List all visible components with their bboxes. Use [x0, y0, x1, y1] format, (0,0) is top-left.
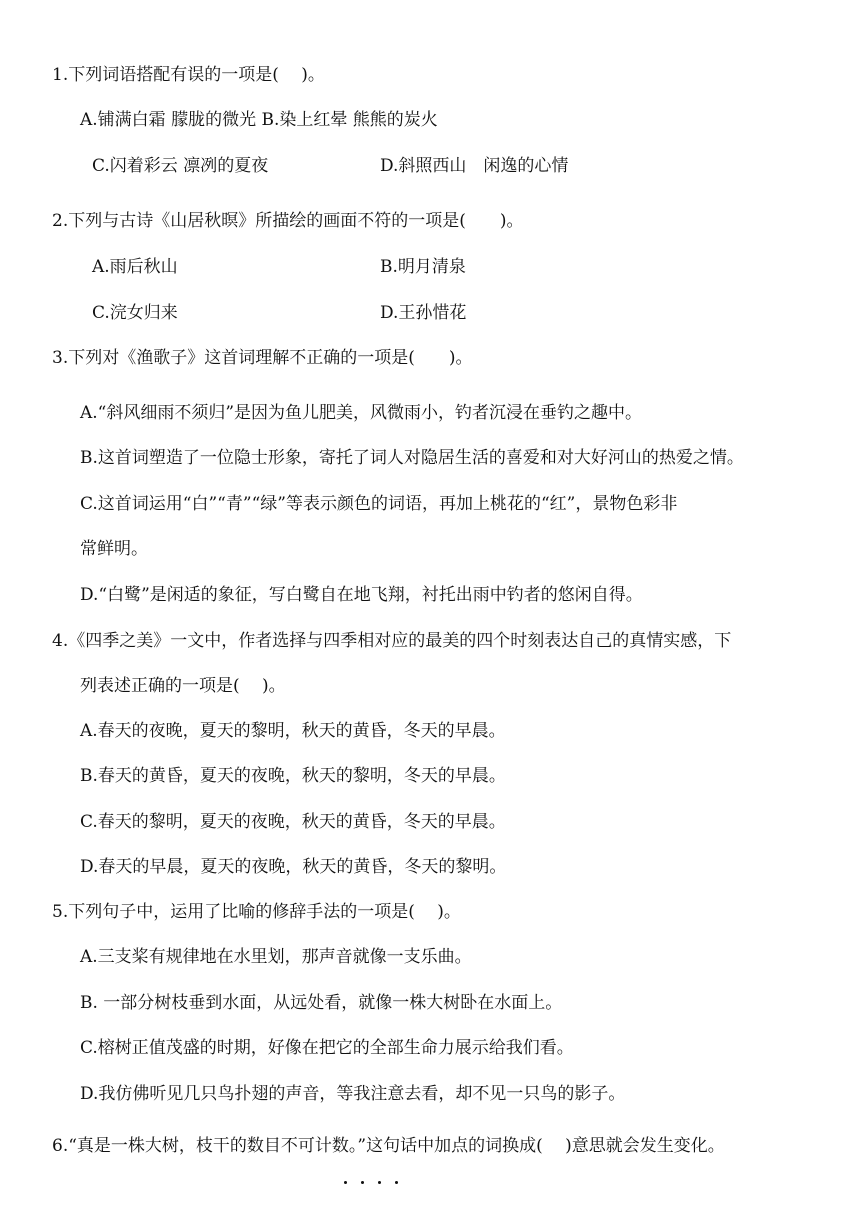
question-5-option-d: D.我仿佛听见几只鸟扑翅的声音，等我注意去看，却不见一只鸟的影子。: [80, 1084, 626, 1104]
question-3-option-b: B.这首词塑造了一位隐士形象，寄托了词人对隐居生活的喜爱和对大好河山的热爱之情。: [80, 448, 744, 468]
question-5-stem: 5.下列句子中，运用了比喻的修辞手法的一项是( )。: [52, 902, 461, 922]
emphasis-dot: [344, 1181, 347, 1184]
question-5-option-b: B. 一部分树枝垂到水面，从远处看，就像一株大树卧在水面上。: [80, 993, 563, 1013]
question-3-option-a: A.“斜风细雨不须归”是因为鱼儿肥美，风微雨小，钓者沉浸在垂钓之趣中。: [80, 403, 643, 423]
emphasis-dot: [395, 1181, 398, 1184]
emphasis-dot: [361, 1181, 364, 1184]
question-6-stem: [52, 1135, 725, 1157]
question-3-option-c-continued: 常鲜明。: [80, 539, 148, 559]
question-4-stem: 4.《四季之美》一文中，作者选择与四季相对应的最美的四个时刻表达自己的真情实感，下: [52, 631, 732, 651]
question-5-option-a: A.三支桨有规律地在水里划，那声音就像一支乐曲。: [80, 947, 472, 967]
question-2-option-b: B.明月清泉: [380, 257, 466, 277]
question-4-stem-continued: 列表述正确的一项是( )。: [80, 676, 286, 696]
question-4-option-b: B.春天的黄昏，夏天的夜晚，秋天的黎明，冬天的早晨。: [80, 766, 506, 786]
question-4-option-a: A.春天的夜晚，夏天的黎明，秋天的黄昏，冬天的早晨。: [80, 721, 506, 741]
question-1-option-ab: A.铺满白霜 朦胧的微光 B.染上红晕 熊熊的炭火: [80, 110, 438, 130]
question-6-stem-before: 6.“真是一株大树，枝干的数目: [52, 1136, 281, 1156]
question-2-stem: 2.下列与古诗《山居秋暝》所描绘的画面不符的一项是( )。: [52, 211, 524, 231]
question-5-option-c: C.榕树正值茂盛的时期，好像在把它的全部生命力展示给我们看。: [80, 1038, 574, 1058]
question-1-option-c: C.闪着彩云 凛冽的夏夜: [92, 156, 269, 176]
question-3-option-c: C.这首词运用“白”“青”“绿”等表示颜色的词语，再加上桃花的“红”，景物色彩非: [80, 494, 678, 514]
emphasis-dot: [378, 1181, 381, 1184]
question-4-option-d: D.春天的早晨，夏天的夜晚，秋天的黄昏，冬天的黎明。: [80, 857, 507, 877]
question-2-option-a: A.雨后秋山: [92, 257, 178, 277]
question-1-option-d: D.斜照西山 闲逸的心情: [380, 156, 569, 176]
question-2-option-c: C.浣女归来: [92, 303, 178, 323]
question-3-stem: 3.下列对《渔歌子》这首词理解不正确的一项是( )。: [52, 348, 473, 368]
question-1-stem: 1.下列词语搭配有误的一项是( )。: [52, 65, 325, 85]
question-6-stem-after: 。”这句话中加点的词换成( )意思就会发生变化。: [348, 1136, 725, 1156]
question-2-option-d: D.王孙惜花: [380, 303, 467, 323]
question-3-option-d: D.“白鹭”是闲适的象征，写白鹭自在地飞翔，衬托出雨中钓者的悠闲自得。: [80, 585, 643, 605]
question-6-dotted-word: 不可计数: [280, 1136, 349, 1156]
question-4-option-c: C.春天的黎明，夏天的夜晚，秋天的黄昏，冬天的早晨。: [80, 812, 506, 832]
